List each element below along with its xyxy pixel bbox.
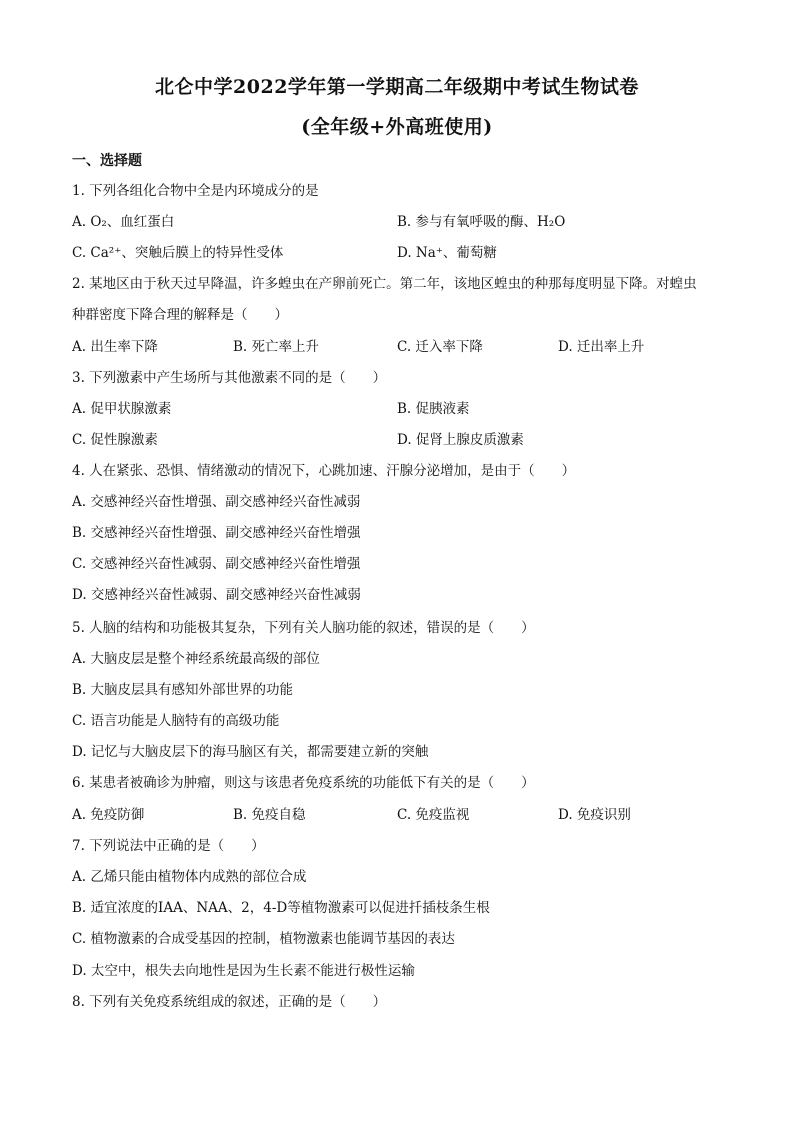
question-2-stem-line-2: 种群密度下降合理的解释是（ ） <box>72 307 288 323</box>
question-7-option-b: B. 适宜浓度的IAA、NAA、2，4-D等植物激素可以促进扦插枝条生根 <box>72 900 490 916</box>
question-4-option-b: B. 交感神经兴奋性增强、副交感神经兴奋性增强 <box>72 525 361 541</box>
question-6-option-b: B. 免疫自稳 <box>233 807 306 823</box>
question-4-option-c: C. 交感神经兴奋性减弱、副交感神经兴奋性增强 <box>72 556 361 572</box>
question-5-option-a: A. 大脑皮层是整个神经系统最高级的部位 <box>72 651 320 667</box>
question-3-option-c: C. 促性腺激素 <box>72 432 158 448</box>
question-4-stem: 4. 人在紧张、恐惧、情绪激动的情况下，心跳加速、汗腺分泌增加，是由于（ ） <box>72 463 576 479</box>
question-2-option-a: A. 出生率下降 <box>72 339 158 355</box>
question-3-option-a: A. 促甲状腺激素 <box>72 401 172 417</box>
question-4-option-d: D. 交感神经兴奋性减弱、副交感神经兴奋性减弱 <box>72 587 361 603</box>
question-1-option-b: B. 参与有氧呼吸的酶、H₂O <box>397 214 566 230</box>
question-2-stem-line-1: 2. 某地区由于秋天过早降温，许多蝗虫在产卵前死亡。第二年，该地区蝗虫的种那每度明显下降。对蝗虫 <box>72 276 697 292</box>
question-2-option-c: C. 迁入率下降 <box>397 339 483 355</box>
question-5-option-c: C. 语言功能是人脑特有的高级功能 <box>72 713 280 729</box>
question-5-option-d: D. 记忆与大脑皮层下的海马脑区有关，都需要建立新的突触 <box>72 744 429 760</box>
question-2-option-b: B. 死亡率上升 <box>233 339 320 355</box>
question-7-option-c: C. 植物激素的合成受基因的控制，植物激素也能调节基因的表达 <box>72 931 455 947</box>
question-3-option-d: D. 促肾上腺皮质激素 <box>397 432 524 448</box>
exam-title: 北仑中学2022学年第一学期高二年级期中考试生物试卷 <box>155 76 639 98</box>
question-6-option-c: C. 免疫监视 <box>397 807 470 823</box>
question-7-option-d: D. 太空中，根失去向地性是因为生长素不能进行极性运输 <box>72 963 415 979</box>
question-5-option-b: B. 大脑皮层具有感知外部世界的功能 <box>72 682 294 698</box>
question-7-option-a: A. 乙烯只能由植物体内成熟的部位合成 <box>72 869 307 885</box>
exam-subtitle: (全年级+外高班使用) <box>301 116 493 138</box>
question-4-option-a: A. 交感神经兴奋性增强、副交感神经兴奋性减弱 <box>72 494 361 510</box>
question-3-option-b: B. 促胰液素 <box>397 401 470 417</box>
question-6-stem: 6. 某患者被确诊为肿瘤，则这与该患者免疫系统的功能低下有关的是（ ） <box>72 775 535 791</box>
question-1-option-d: D. Na⁺、葡萄糖 <box>397 245 497 261</box>
question-6-option-a: A. 免疫防御 <box>72 807 145 823</box>
question-1-option-a: A. O₂、血红蛋白 <box>72 214 175 230</box>
question-5-stem: 5. 人脑的结构和功能极其复杂，下列有关人脑功能的叙述，错误的是（ ） <box>72 620 535 636</box>
question-7-stem: 7. 下列说法中正确的是（ ） <box>72 838 265 854</box>
question-8-stem: 8. 下列有关免疫系统组成的叙述，正确的是（ ） <box>72 994 387 1010</box>
section-heading: 一、选择题 <box>72 153 142 169</box>
question-3-stem: 3. 下列激素中产生场所与其他激素不同的是（ ） <box>72 370 387 386</box>
question-6-option-d: D. 免疫识别 <box>558 807 631 823</box>
question-1-stem: 1. 下列各组化合物中全是内环境成分的是 <box>72 183 319 199</box>
question-2-option-d: D. 迁出率上升 <box>558 339 645 355</box>
question-1-option-c: C. Ca²⁺、突触后膜上的特异性受体 <box>72 245 284 261</box>
